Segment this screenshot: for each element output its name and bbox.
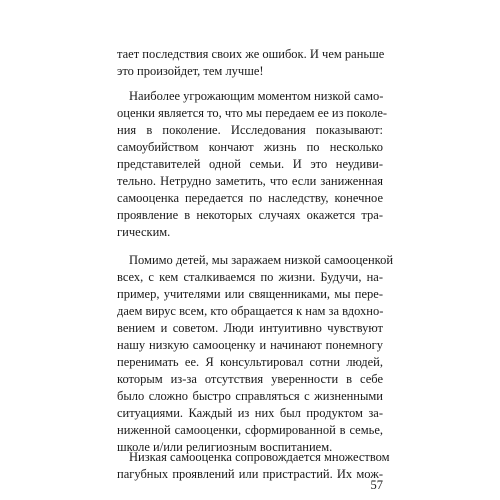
text-line: Наиболее угрожающим моментом низкой само-	[129, 89, 384, 103]
text-line: ниженной самооценки, сформированной в семье,	[117, 423, 383, 437]
text-line: перенимать ее. Я консультировал сотни людей,	[117, 355, 383, 369]
paragraph-3	[117, 252, 394, 456]
text-line: самоубийством кончают жизнь по несколько	[117, 140, 383, 154]
text-line: Помимо детей, мы заражаем низкой самооценкой	[129, 253, 394, 267]
text-line: пагубных проявлений или пристрастий. Их мож-	[117, 467, 383, 481]
text-line: всех, с кем сталкиваемся по жизни. Будучи, на-	[117, 270, 383, 284]
text-line: пример, учителями или священниками, мы пере-	[117, 287, 383, 301]
text-line: самооценка передается по наследству, конечное	[117, 191, 383, 205]
text-line: было сложно быстро справляться с жизненными	[117, 389, 383, 403]
text-line: гическим.	[117, 225, 171, 239]
text-line: нашу низкую самооценку и начинают понемногу	[117, 338, 383, 352]
text-line: ния в поколение. Исследования показывают:	[117, 123, 383, 137]
text-line: даем вирус всем, кто обращается к нам за вдохно-	[117, 304, 384, 318]
text-line: тельно. Нетрудно заметить, что если заниженная	[117, 174, 383, 188]
text-line: школе и/или религиозным воспитанием.	[117, 440, 333, 454]
page-number: 57	[370, 478, 383, 492]
paragraph-4	[117, 449, 390, 483]
paragraph-2	[117, 88, 388, 241]
paragraph-1	[117, 46, 383, 80]
text-line: оценки является то, что мы передаем ее из поколе-	[117, 106, 388, 120]
text-line: вением и советом. Люди интуитивно чувствуют	[117, 321, 383, 335]
text-line: ситуациями. Каждый из них был продуктом за-	[117, 406, 383, 420]
text-line: представителей одной семьи. И это неудиви-	[117, 157, 383, 171]
text-line: тает последствия своих же ошибок. И чем раньше	[117, 47, 385, 61]
text-line: это произойдет, тем лучше!	[117, 64, 264, 78]
text-line: Низкая самооценка сопровождается множеством	[129, 450, 390, 464]
text-line: проявление в некоторых случаях окажется тра-	[117, 208, 383, 222]
text-line: которым из-за отсутствия уверенности в себе	[117, 372, 383, 386]
